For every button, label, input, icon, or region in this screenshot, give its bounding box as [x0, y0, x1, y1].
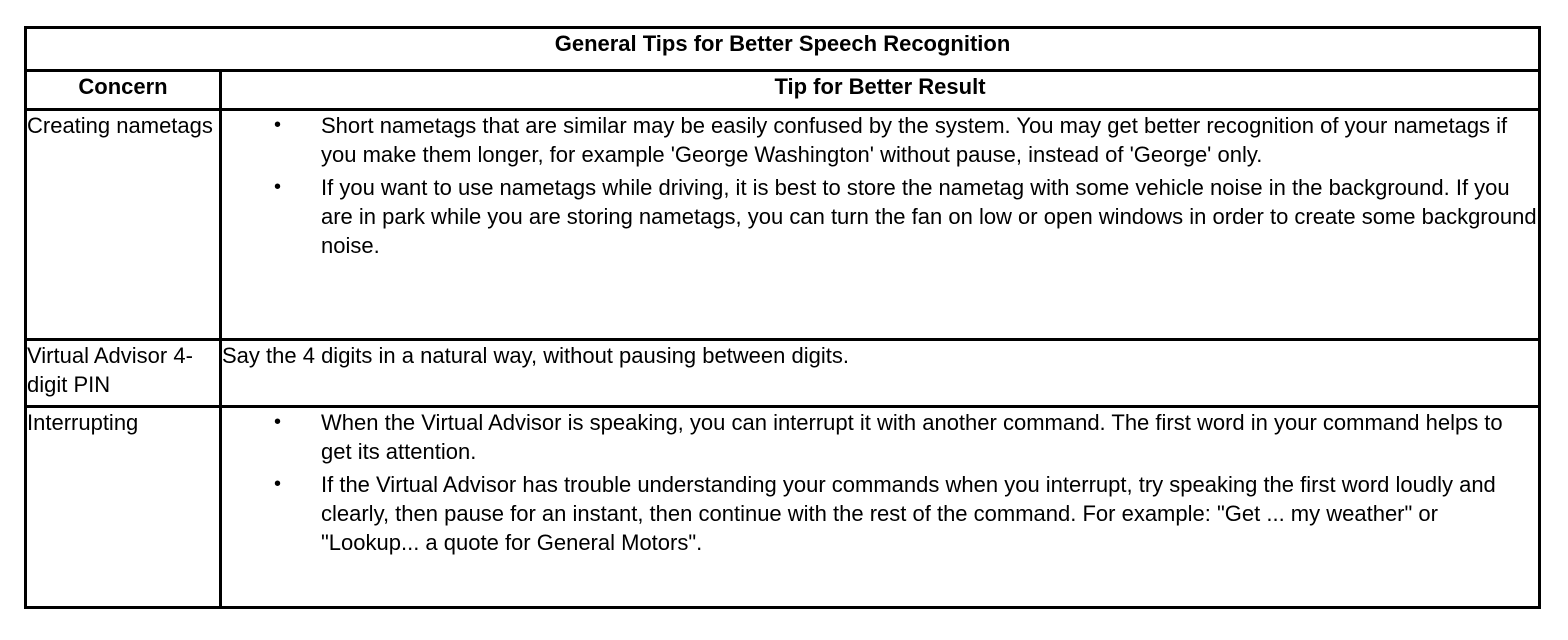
- tip-item: [222, 470, 1538, 557]
- tip-text: Short nametags that are similar may be easily confused by the system. You may get better recognition of your nametags if you make them longer, for example 'George Washington' without pause, instead of 'George' only.: [321, 113, 1508, 167]
- concern-cell: [26, 340, 221, 407]
- concern-cell: [26, 407, 221, 608]
- bullet-icon: •: [274, 176, 282, 198]
- tip-cell: [221, 110, 1540, 340]
- table-title: General Tips for Better Speech Recognition: [26, 28, 1540, 71]
- table-row: [26, 407, 1540, 608]
- tip-text: Say the 4 digits in a natural way, without pausing between digits.: [222, 343, 849, 368]
- tip-list: [222, 408, 1538, 557]
- tip-text: When the Virtual Advisor is speaking, you can interrupt it with another command. The first word in your command helps to get its attention.: [321, 410, 1503, 464]
- tip-item: [222, 173, 1538, 260]
- concern-label: Virtual Advisor 4-digit PIN: [27, 343, 193, 397]
- concern-label: Creating nametags: [27, 113, 213, 138]
- concern-cell: [26, 110, 221, 340]
- tip-item: [222, 408, 1538, 466]
- tip-list: [222, 111, 1538, 260]
- table-row: [26, 340, 1540, 407]
- bullet-icon: •: [274, 411, 282, 433]
- header-row: [26, 71, 1540, 110]
- tip-cell: [221, 340, 1540, 407]
- concern-column-header: Concern: [26, 71, 221, 110]
- bullet-icon: •: [274, 473, 282, 495]
- concern-label: Interrupting: [27, 410, 139, 435]
- tip-cell: [221, 407, 1540, 608]
- tip-text: If you want to use nametags while driving, it is best to store the nametag with some vehicle noise in the background. If you are in park while you are storing nametags, you can turn the fan on low or open windows in order to create some background noise.: [321, 175, 1537, 258]
- bullet-icon: •: [274, 114, 282, 136]
- tip-column-header: Tip for Better Result: [221, 71, 1540, 110]
- tips-table: [24, 26, 1541, 609]
- tip-item: [222, 111, 1538, 169]
- table-row: [26, 110, 1540, 340]
- tip-text: If the Virtual Advisor has trouble understanding your commands when you interrupt, try speaking the first word loudly and clearly, then pause for an instant, then continue with the rest of the command. For example: "Get ... my weather" or "Lookup... a quote for General Motors".: [321, 472, 1496, 555]
- title-row: [26, 28, 1540, 71]
